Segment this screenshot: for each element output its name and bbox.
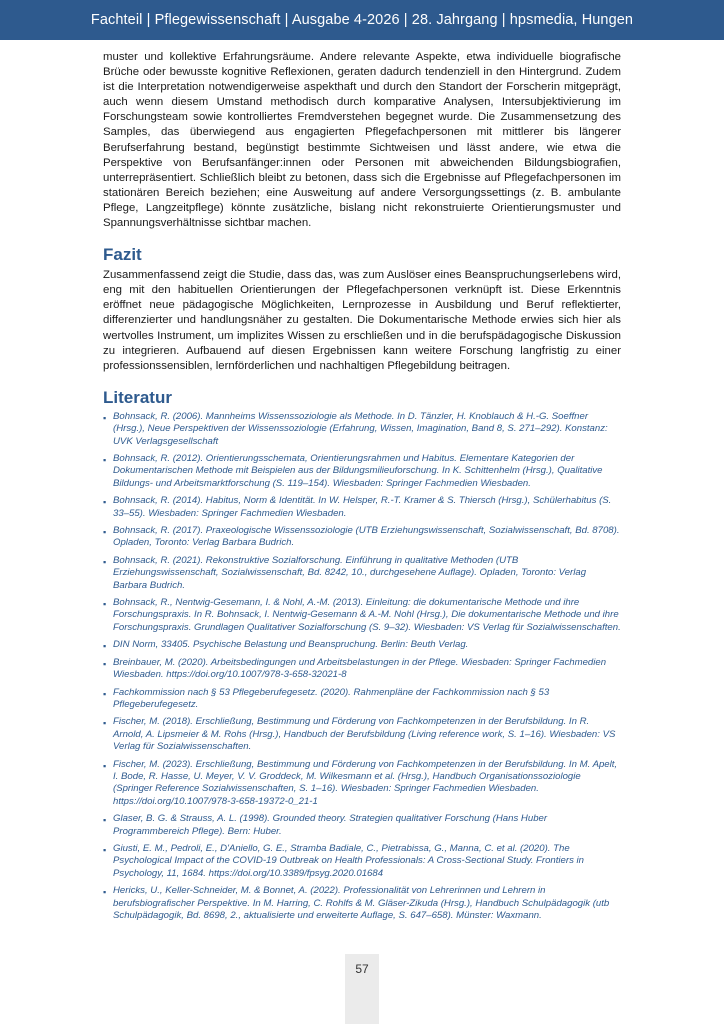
- bullet-icon: ▪: [103, 641, 107, 652]
- bullet-icon: ▪: [103, 527, 107, 538]
- reference-text: Fischer, M. (2023). Erschließung, Bestimmung und Förderung von Fachkompetenzen in der Berufsbildung. In M. Apelt, I. Bode, R. Hasse, U. Meyer, V. V. Groddeck, M. Wilkesmann et al. (Hrsg.), Handbuch Organisationssoziologie (Springer Reference Sozialwissenschaften, S. 1–16). Wiesbaden: Springer Fachmedien Wiesbaden. https://doi.org/10.1007/978-3-658-19372-0_21-1: [113, 758, 618, 807]
- running-header: [0, 0, 724, 40]
- reference-text: Bohnsack, R. (2012). Orientierungsschemata, Orientierungsrahmen und Habitus. Elementare Kategorien der Dokumentarischen Methode mit Beispielen aus der Bildungsmilieuforschung. In K. Schittenhelm (Hrsg.), Qualitative Bildungs- und Arbeitsmarktforschung (S. 119–154). Wiesbaden: Springer Fachmedien Wiesbaden.: [113, 453, 603, 489]
- reference-text: DIN Norm, 33405. Psychische Belastung und Beanspruchung. Berlin: Beuth Verlag.: [113, 639, 469, 651]
- reference-text: Breinbauer, M. (2020). Arbeitsbedingungen und Arbeitsbelastungen in der Pflege. Wiesbaden: Springer Fachmedien Wiesbaden. https://doi.org/10.1007/978-3-658-32021-8: [113, 656, 607, 681]
- reference-item: [103, 687, 621, 712]
- reference-text: Bohnsack, R. (2017). Praxeologische Wissenssoziologie (UTB Erziehungswissenschaft, Sozialwissenschaft, Bd. 8708). Opladen, Toronto: Verlag Barbara Budrich.: [113, 525, 620, 549]
- reference-text: Bohnsack, R. (2006). Mannheims Wissenssoziologie als Methode. In D. Tänzler, H. Knoblauch & H.-G. Soeffner (Hrsg.), Neue Perspektiven der Wissenssoziologie (Erfahrung, Wissen, Imagination, Band 8, S. 271–292). Konstanz: UVK Verlagsgesellschaft: [113, 410, 608, 447]
- reference-item: [103, 495, 621, 520]
- bullet-icon: ▪: [103, 455, 107, 465]
- reference-text: Fischer, M. (2018). Erschließung, Bestimmung und Förderung von Fachkompetenzen in der Berufsbildung. In R. Arnold, A. Lipsmeier & M. Rohs (Hrsg.), Handbuch der Berufsbildung (Living reference work, S. 1–16). Wiesbaden: VS Verlag für Sozialwissenschaften.: [113, 716, 616, 753]
- intro-paragraph: muster und kollektive Erfahrungsräume. Andere relevante Aspekte, etwa individuelle biografische Brüche oder bewusste kognitive Reflexionen, geraten dadurch tendenziell in den Hintergrund. Zudem ist die Interpretation notwendigerweise aspekthaft und durch den Standort der Forscherin mitgeprägt, auch wenn diesem Umstand methodisch durch komparative Analysen, Intersubjektivierung im Forschungsteam sowie kontrolliertes Fremdverstehen begegnet wurde. Die Zusammensetzung des Samples, das überwiegend aus engagierten Pflegefachpersonen mit mittlerer bis längerer Berufserfahrung bestand, begünstigt bestimmte Sichtweisen und lässt andere, wie etwa die Perspektive von Berufsanfänger:innen oder Personen mit abweichenden Bildungsbiografien, unterrepräsentiert. Schließlich bleibt zu betonen, dass sich die Ergebnisse auf Pflegefachpersonen im stationären Bereich beziehen; eine Ausweitung auf andere Versorgungssettings (z. B. ambulante Pflege, Langzeitpflege) könnte zusätzliche, bislang nicht rekonstruierte Orientierungsmuster und Spannungsverhältnisse sichtbar machen.: [103, 51, 621, 230]
- reference-text: Bohnsack, R. (2014). Habitus, Norm & Identität. In W. Helsper, R.-T. Kramer & S. Thiersch (Hrsg.), Schülerhabitus (S. 33–55). Wiesbaden: Springer Fachmedien Wiesbaden.: [113, 495, 612, 519]
- reference-list: [103, 411, 621, 923]
- page-number-text: 57: [355, 962, 369, 976]
- bullet-icon: ▪: [103, 815, 107, 826]
- bullet-icon: ▪: [103, 887, 107, 898]
- article-body: [103, 50, 621, 927]
- reference-item: [103, 759, 621, 809]
- reference-text: Fachkommission nach § 53 Pflegeberufegesetz. (2020). Rahmenpläne der Fachkommission nach § 53 Pflegeberufegesetz.: [113, 686, 550, 710]
- reference-item: [103, 639, 621, 651]
- reference-item: [103, 453, 621, 490]
- bullet-icon: ▪: [103, 658, 107, 669]
- reference-item: [103, 411, 621, 448]
- literatur-heading: Literatur: [103, 387, 172, 407]
- reference-item: [103, 885, 621, 922]
- bullet-icon: ▪: [103, 599, 107, 610]
- bullet-icon: ▪: [103, 760, 107, 771]
- bullet-icon: ▪: [103, 688, 107, 699]
- bullet-icon: ▪: [103, 844, 107, 855]
- reference-item: [103, 813, 621, 838]
- reference-text: Bohnsack, R., Nentwig-Gesemann, I. & Nohl, A.-M. (2013). Einleitung: die dokumentarische Methode und ihre Forschungspraxis. In R. Bohnsack, I. Nentwig-Gesemann & A.-M. Nohl (Hrsg.), Die dokumentarische Methode und ihre Forschungspraxis. Grundlagen Qualitativer Sozialforschung (S. 9–32). Wiesbaden: VS Verlag für Sozialwissenschaften.: [113, 597, 621, 633]
- fazit-heading: Fazit: [103, 245, 142, 265]
- bullet-icon: ▪: [103, 497, 107, 508]
- bullet-icon: ▪: [103, 718, 107, 729]
- reference-item: [103, 843, 621, 880]
- reference-item: [103, 716, 621, 753]
- reference-item: [103, 525, 621, 550]
- fazit-paragraph: Zusammenfassend zeigt die Studie, dass das, was zum Auslöser eines Beanspruchungserlebens wird, eng mit den habituellen Orientierungen der Pflegefachpersonen verknüpft ist. Diese Erkenntnis eröffnet neue pädagogische Möglichkeiten, Lernprozesse in Ausbildung und Beruf reflektierter, differenzierter und handlungsnäher zu gestalten. Die Dokumentarische Methode erwies sich hier als wertvolles Instrument, um implizites Wissen zu erschließen und in die berufspädagogische Diskussion zu integrieren. Aufbauend auf diesen Ergebnissen kann weitere Forschung langfristig zu einer professionssensiblen, lernförderlichen und nachhaltigen Pflegebildung beitragen.: [103, 269, 621, 372]
- page-number: [345, 954, 379, 1024]
- reference-item: [103, 597, 621, 634]
- bullet-icon: ▪: [103, 556, 107, 567]
- reference-text: Hericks, U., Keller-Schneider, M. & Bonnet, A. (2022). Professionalität von Lehrerinnen und Lehrern in berufsbiografischer Perspektive. In M. Harring, C. Rohlfs & M. Gläser-Zikuda (Hrsg.), Handbuch Schulpädagogik (utb Schulpädagogik, Bd. 8698, 2., aktualisierte und erweiterte Auflage, S. 647–658). Münster: Waxmann.: [113, 885, 610, 921]
- reference-text: Glaser, B. G. & Strauss, A. L. (1998). Grounded theory. Strategien qualitativer Forschung (Hans Huber Programmbereich Pflege). Bern: Huber.: [113, 813, 548, 837]
- header-title: Fachteil | Pflegewissenschaft | Ausgabe 4-2026 | 28. Jahrgang | hpsmedia, Hungen: [90, 12, 634, 28]
- reference-text: Giusti, E. M., Pedroli, E., D'Aniello, G. E., Stramba Badiale, C., Pietrabissa, G., Manna, C. et al. (2020). The Psychological Impact of the COVID-19 Outbreak on Health Professionals: A Cross-Sectional Study. Frontiers in Psychology, 11, 1684. https://doi.org/10.3389/fpsyg.2020.01684: [113, 842, 585, 879]
- reference-text: Bohnsack, R. (2021). Rekonstruktive Sozialforschung. Einführung in qualitative Methoden (UTB Erziehungswissenschaft, Sozialwissenschaft, Bd. 8242, 10., durchgesehene Auflage). Opladen, Toronto: Verlag Barbara Budrich.: [113, 554, 587, 591]
- reference-item: [103, 555, 621, 592]
- reference-item: [103, 657, 621, 682]
- bullet-icon: ▪: [103, 412, 107, 423]
